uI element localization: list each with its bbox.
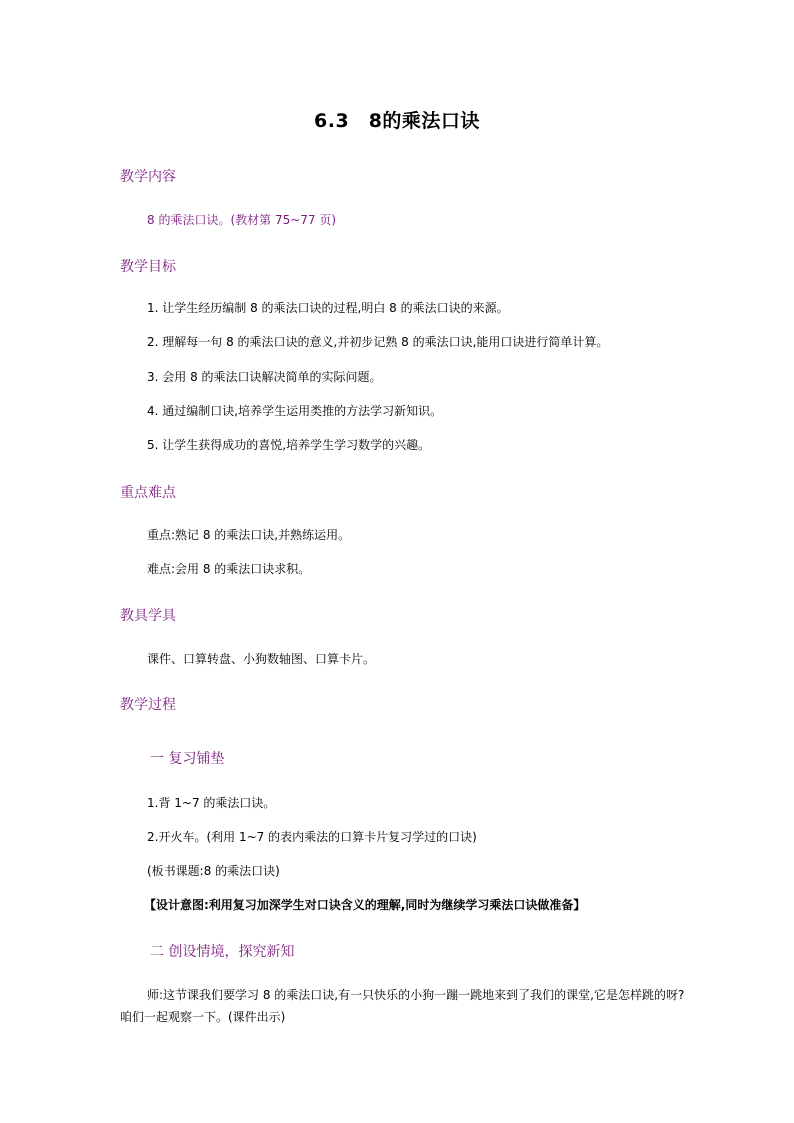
goal-item-4: 4. 通过编制口诀,培养学生运用类推的方法学习新知识。 [147, 404, 443, 418]
difficult-point: 难点:会用 8 的乘法口诀求积。 [147, 562, 311, 576]
key-point: 重点:熟记 8 的乘法口诀,并熟练运用。 [147, 528, 351, 542]
section-heading-goals: 教学目标 [120, 259, 176, 275]
design-intent: 【设计意图:利用复习加深学生对口诀含义的理解,同时为继续学习乘法口诀做准备】 [144, 898, 586, 912]
subsection-heading-explore: 二 创设情境，探究新知 [150, 944, 295, 960]
review-item-2: 2.开火车。(利用 1~7 的表内乘法的口算卡片复习学过的口诀) [147, 830, 477, 844]
section-heading-tools: 教具学具 [120, 608, 176, 624]
section-heading-key: 重点难点 [120, 485, 176, 501]
review-item-3: (板书课题:8 的乘法口诀) [147, 864, 280, 878]
goal-item-3: 3. 会用 8 的乘法口诀解决简单的实际问题。 [147, 370, 382, 384]
goal-item-2: 2. 理解每一句 8 的乘法口诀的意义,并初步记熟 8 的乘法口诀,能用口诀进行简单计算。 [147, 335, 609, 349]
page-title: 6.3 8的乘法口诀 [314, 110, 480, 132]
goal-item-1: 1. 让学生经历编制 8 的乘法口诀的过程,明白 8 的乘法口诀的来源。 [147, 301, 509, 315]
tools-text: 课件、口算转盘、小狗数轴图、口算卡片。 [147, 652, 376, 666]
subsection-heading-review: 一 复习铺垫 [150, 751, 225, 767]
explore-paragraph: 师:这节课我们要学习 8 的乘法口诀,有一只快乐的小狗一蹦一跳地来到了我们的课堂,它是怎样跳的呀?咱们一起观察一下。(课件出示) [120, 988, 685, 1024]
goal-item-5: 5. 让学生获得成功的喜悦,培养学生学习数学的兴趣。 [147, 438, 431, 452]
content-text: 8 的乘法口诀。(教材第 75~77 页) [147, 213, 337, 227]
section-heading-content: 教学内容 [120, 169, 176, 185]
section-heading-process: 教学过程 [120, 697, 176, 713]
review-item-1: 1.背 1~7 的乘法口诀。 [147, 796, 276, 810]
